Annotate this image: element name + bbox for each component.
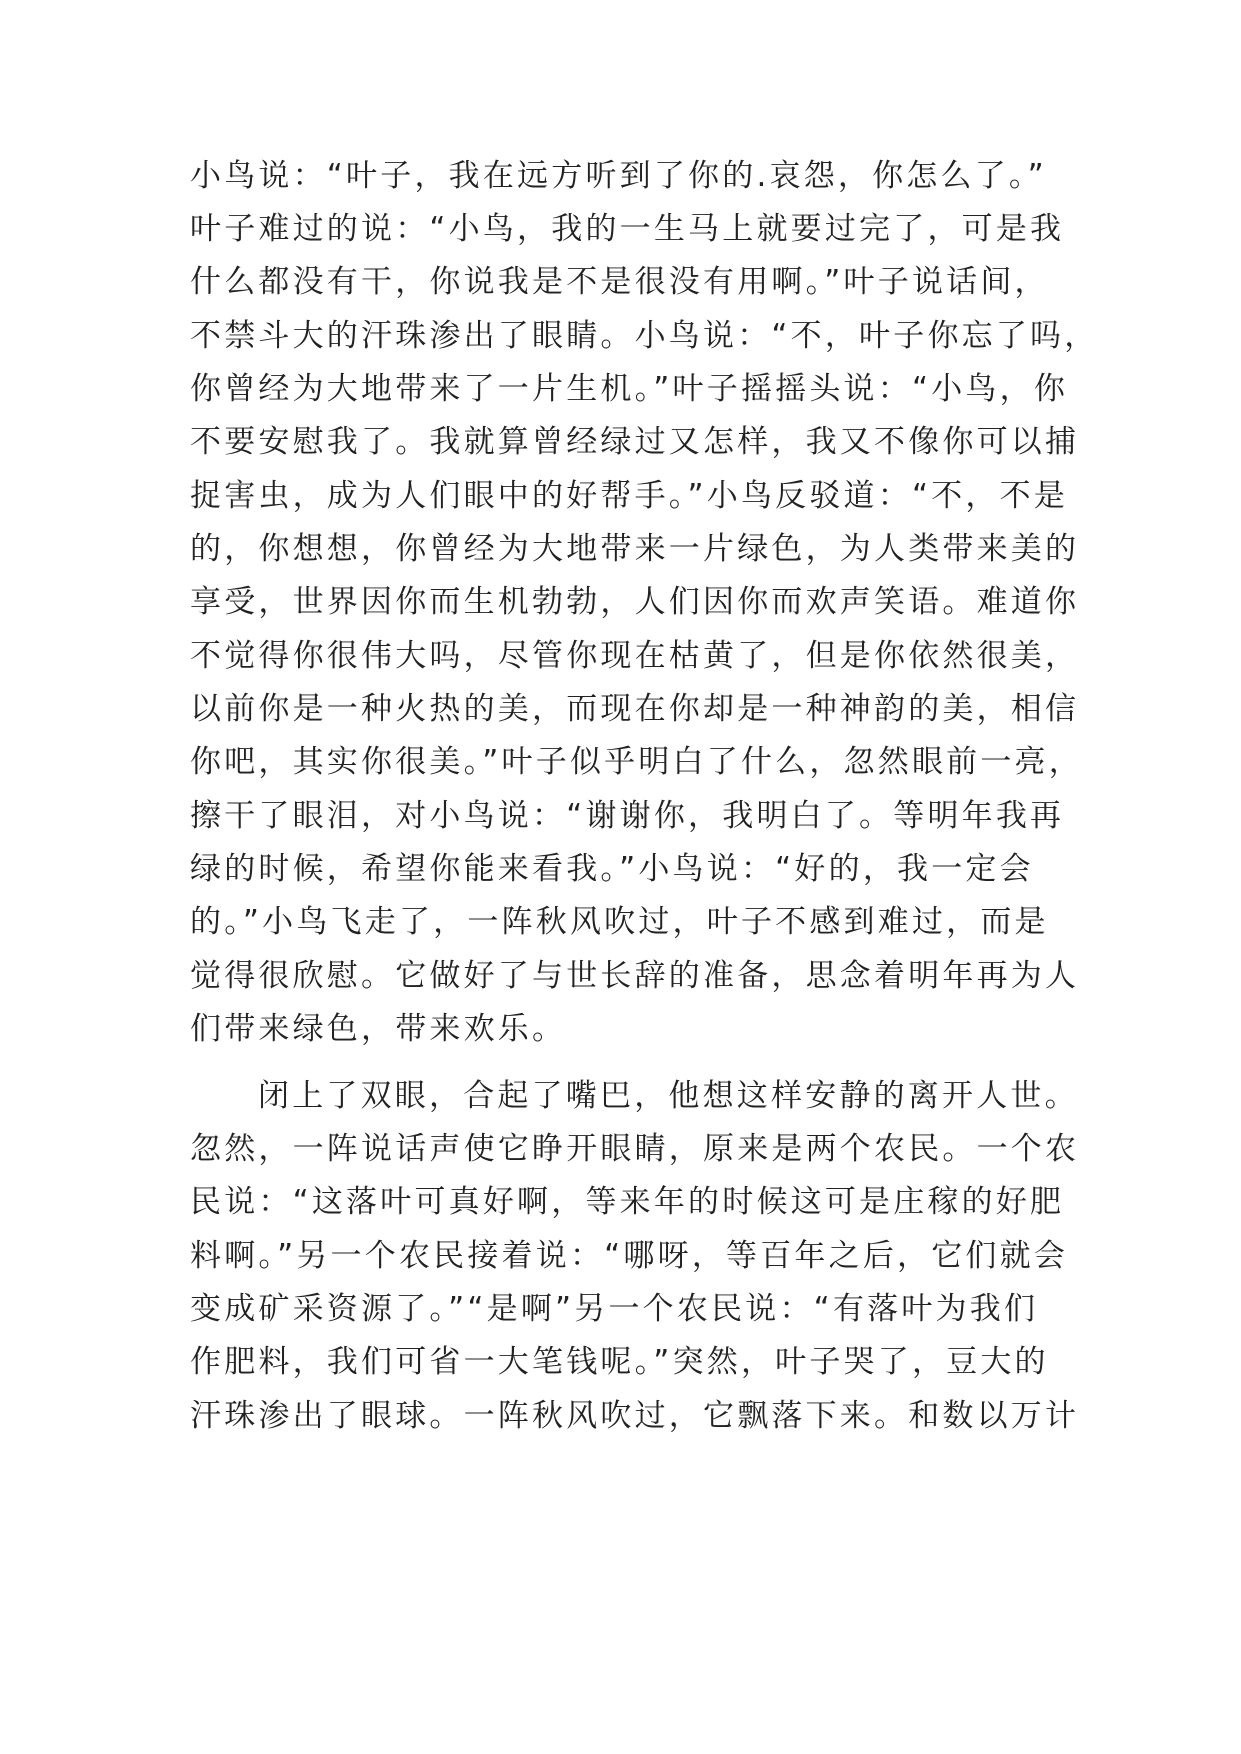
text-line: 捉害虫，成为人们眼中的好帮手。”小鸟反驳道：“不，不是	[190, 478, 1069, 514]
text-line: 们带来绿色，带来欢乐。	[190, 1011, 567, 1047]
text-line: 你吧，其实你很美。”叶子似乎明白了什么，忽然眼前一亮，	[190, 744, 1083, 780]
text-line: 享受，世界因你而生机勃勃，人们因你而欢声笑语。难道你	[190, 584, 1080, 620]
text-line: 的。”小鸟飞走了，一阵秋风吹过，叶子不感到难过，而是	[190, 904, 1049, 940]
text-line: 的，你想想，你曾经为大地带来一片绿色，为人类带来美的	[190, 531, 1080, 567]
text-line: 以前你是一种火热的美，而现在你却是一种神韵的美，相信	[190, 691, 1080, 727]
text-line: 料啊。”另一个农民接着说：“哪呀，等百年之后，它们就会	[190, 1238, 1069, 1274]
text-line: 作肥料，我们可省一大笔钱呢。”突然，叶子哭了，豆大的	[190, 1344, 1049, 1380]
text-line: 绿的时候，希望你能来看我。”小鸟说：“好的，我一定会	[190, 851, 1034, 887]
text-line: 你曾经为大地带来了一片生机。”叶子摇摇头说：“小鸟，你	[190, 371, 1069, 407]
text-line: 汗珠渗出了眼球。一阵秋风吹过，它飘落下来。和数以万计	[190, 1398, 1080, 1434]
paragraph-first-line: 闭上了双眼，合起了嘴巴，他想这样安静的离开人世。	[258, 1078, 1079, 1114]
text-line: 不觉得你很伟大吗，尽管你现在枯黄了，但是你依然很美，	[190, 638, 1080, 674]
text-line: 小鸟说：“叶子，我在远方听到了你的.哀怨，你怎么了。”	[190, 158, 1047, 194]
text-line: 什么都没有干，你说我是不是很没有用啊。”叶子说话间，	[190, 264, 1049, 300]
text-line: 不要安慰我了。我就算曾经绿过又怎样，我又不像你可以捕	[190, 424, 1080, 460]
text-line: 擦干了眼泪，对小鸟说：“谢谢你，我明白了。等明年我再	[190, 798, 1065, 834]
text-line: 叶子难过的说：“小鸟，我的一生马上就要过完了，可是我	[190, 211, 1065, 247]
text-line: 变成矿采资源了。”“是啊”另一个农民说：“有落叶为我们	[190, 1291, 1039, 1327]
text-line: 不禁斗大的汗珠渗出了眼睛。小鸟说：“不，叶子你忘了吗，	[190, 318, 1099, 354]
text-line: 民说：“这落叶可真好啊，等来年的时候这可是庄稼的好肥	[190, 1184, 1065, 1220]
text-line: 觉得很欣慰。它做好了与世长辞的准备，思念着明年再为人	[190, 958, 1080, 994]
text-line: 忽然，一阵说话声使它睁开眼睛，原来是两个农民。一个农	[190, 1131, 1080, 1167]
